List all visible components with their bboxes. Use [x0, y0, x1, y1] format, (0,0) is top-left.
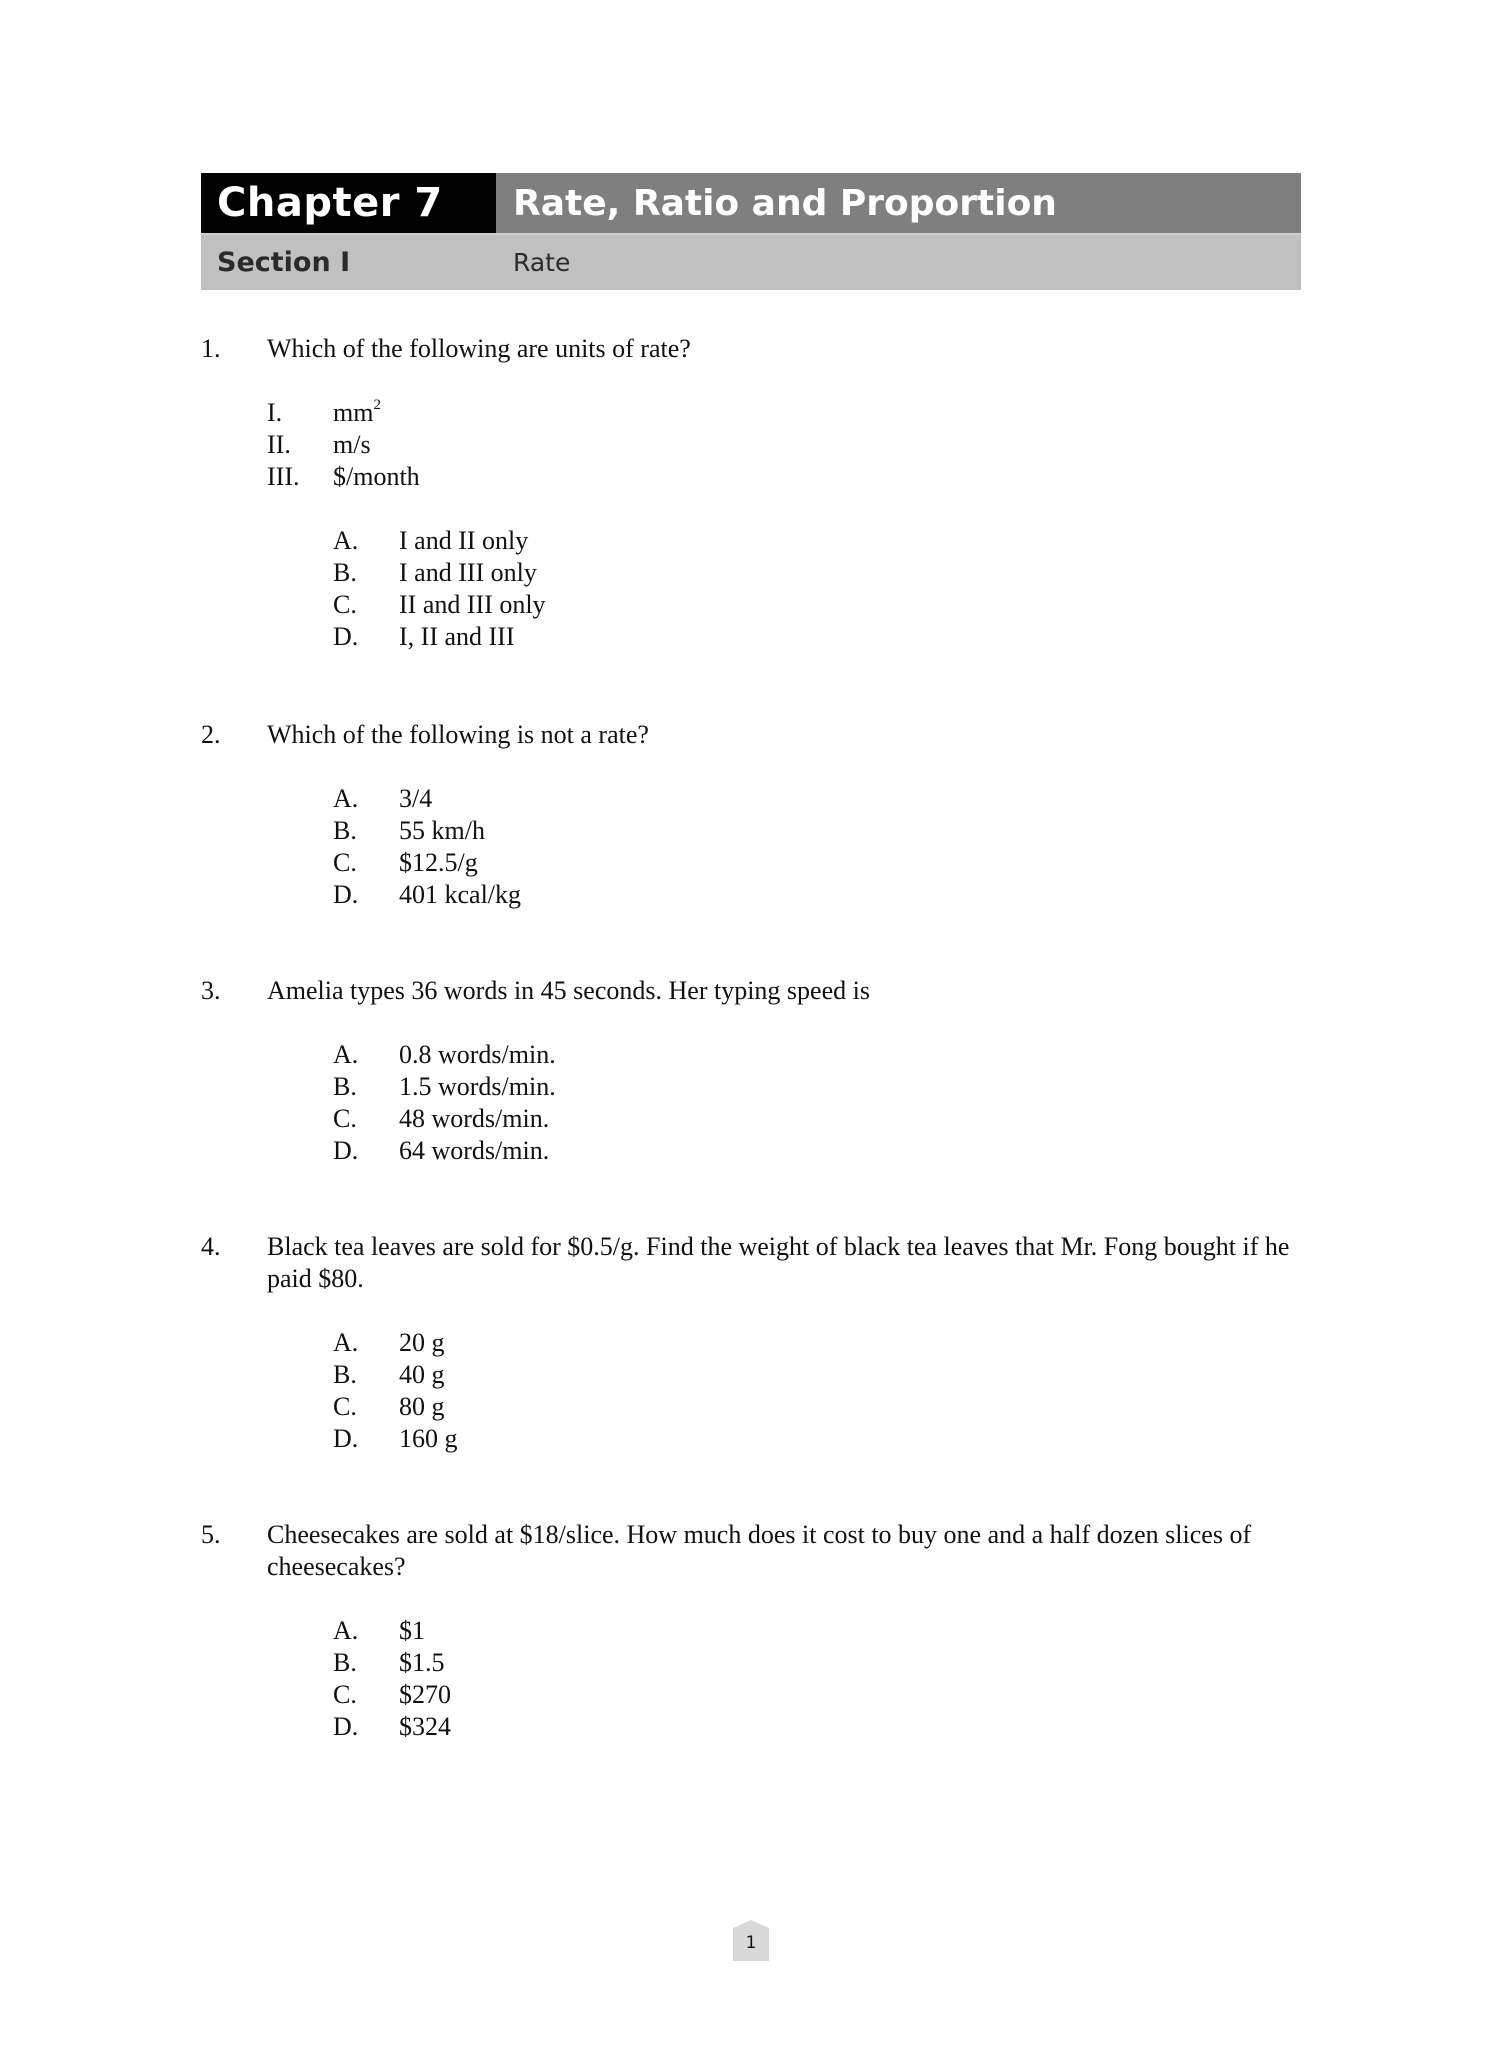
- option-label: B.: [333, 816, 357, 845]
- option-c: [333, 1103, 1301, 1135]
- option-text: 40 g: [399, 1360, 445, 1389]
- option-list: [333, 783, 1301, 911]
- option-text: I and II only: [399, 526, 529, 555]
- option-label: A.: [333, 1040, 359, 1069]
- option-text: I, II and III: [399, 622, 515, 651]
- chapter-header-row: [201, 173, 1301, 233]
- option-c: [333, 1679, 1301, 1711]
- option-label: D.: [333, 1424, 359, 1453]
- question-text: Which of the following are units of rate?: [267, 334, 691, 363]
- question-text: Cheesecakes are sold at $18/slice. How much does it cost to buy one and a half dozen slices of cheesecakes?: [267, 1520, 1252, 1581]
- option-c: [333, 589, 1301, 621]
- statement-item: [267, 397, 1301, 429]
- option-a: [333, 525, 1301, 557]
- question-2: [201, 719, 1301, 911]
- question-number: 3.: [201, 976, 221, 1005]
- question-number: 1.: [201, 334, 221, 363]
- option-b: [333, 1071, 1301, 1103]
- page-number: 1: [745, 1933, 757, 1953]
- option-label: C.: [333, 848, 357, 877]
- option-text: 401 kcal/kg: [399, 880, 522, 909]
- option-text: $12.5/g: [399, 848, 478, 877]
- option-label: D.: [333, 880, 359, 909]
- option-label: B.: [333, 1360, 357, 1389]
- statement-label: II.: [267, 430, 291, 459]
- page-number-badge: [733, 1920, 769, 1961]
- option-text: 64 words/min.: [399, 1136, 550, 1165]
- section-label: Section I: [217, 247, 351, 278]
- option-a: [333, 783, 1301, 815]
- option-text: 3/4: [399, 784, 433, 813]
- option-list: [333, 525, 1301, 653]
- option-a: [333, 1327, 1301, 1359]
- option-label: C.: [333, 1104, 357, 1133]
- option-a: [333, 1615, 1301, 1647]
- option-list: [333, 1615, 1301, 1743]
- option-c: [333, 1391, 1301, 1423]
- option-d: [333, 1135, 1301, 1167]
- option-b: [333, 1359, 1301, 1391]
- statement-item: [267, 461, 1301, 493]
- option-text: II and III only: [399, 590, 546, 619]
- section-title: Rate: [513, 248, 571, 277]
- statement-text: $mm^2$: [333, 397, 381, 427]
- statement-item: [267, 429, 1301, 461]
- option-label: C.: [333, 1392, 357, 1421]
- option-list: [333, 1039, 1301, 1167]
- question-4: [201, 1231, 1301, 1455]
- option-label: C.: [333, 1680, 357, 1709]
- statement-list: [267, 397, 1301, 493]
- option-text: $270: [399, 1680, 451, 1709]
- question-number: 5.: [201, 1520, 221, 1549]
- question-number: 4.: [201, 1232, 221, 1261]
- chapter-header: [201, 173, 1301, 290]
- option-b: [333, 557, 1301, 589]
- question-number: 2.: [201, 720, 221, 749]
- option-label: B.: [333, 558, 357, 587]
- option-b: [333, 1647, 1301, 1679]
- option-text: 1.5 words/min.: [399, 1072, 556, 1101]
- question-3: [201, 975, 1301, 1167]
- option-label: D.: [333, 1712, 359, 1741]
- option-d: [333, 1423, 1301, 1455]
- option-label: A.: [333, 526, 359, 555]
- option-d: [333, 621, 1301, 653]
- statement-text: $/month: [333, 462, 420, 491]
- option-b: [333, 815, 1301, 847]
- chapter-label: Chapter 7: [201, 173, 496, 233]
- option-text: 160 g: [399, 1424, 458, 1453]
- option-text: 0.8 words/min.: [399, 1040, 556, 1069]
- statement-label: III.: [267, 462, 300, 491]
- option-text: 48 words/min.: [399, 1104, 550, 1133]
- question-text: Which of the following is not a rate?: [267, 720, 649, 749]
- option-text: 20 g: [399, 1328, 445, 1357]
- statement-label: I.: [267, 398, 283, 427]
- question-text: Black tea leaves are sold for $0.5/g. Find the weight of black tea leaves that Mr. Fong bought if he paid $80.: [267, 1232, 1290, 1293]
- option-a: [333, 1039, 1301, 1071]
- option-label: D.: [333, 622, 359, 651]
- option-label: C.: [333, 590, 357, 619]
- statement-text: m/s: [333, 430, 371, 459]
- option-label: B.: [333, 1072, 357, 1101]
- option-d: [333, 879, 1301, 911]
- option-d: [333, 1711, 1301, 1743]
- option-text: $1: [399, 1616, 425, 1645]
- option-label: A.: [333, 1616, 359, 1645]
- option-label: A.: [333, 1328, 359, 1357]
- question-5: [201, 1519, 1301, 1743]
- superscript: 2: [373, 397, 381, 414]
- option-text: $1.5: [399, 1648, 445, 1677]
- section-header-row: [201, 233, 1301, 290]
- question-1: [201, 333, 1301, 653]
- option-text: I and III only: [399, 558, 537, 587]
- chapter-title: Rate, Ratio and Proportion: [496, 173, 1301, 233]
- option-c: [333, 847, 1301, 879]
- option-label: B.: [333, 1648, 357, 1677]
- option-text: 80 g: [399, 1392, 445, 1421]
- option-text: $324: [399, 1712, 451, 1741]
- option-text: 55 km/h: [399, 816, 485, 845]
- option-list: [333, 1327, 1301, 1455]
- option-label: A.: [333, 784, 359, 813]
- option-label: D.: [333, 1136, 359, 1165]
- question-text: Amelia types 36 words in 45 seconds. Her typing speed is: [267, 976, 870, 1005]
